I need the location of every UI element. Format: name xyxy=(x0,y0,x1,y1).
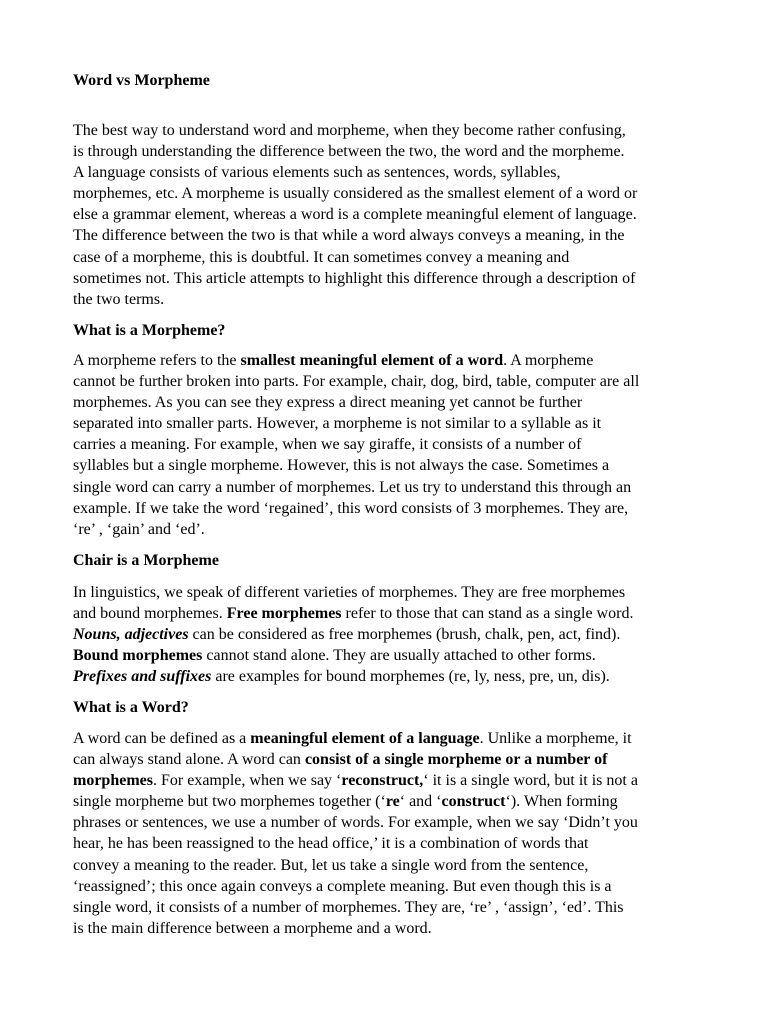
text-line: A language consists of various elements such as sentences, words, syllables, xyxy=(73,164,561,182)
bold-italic-term: Nouns, adjectives xyxy=(73,626,189,644)
text-line xyxy=(73,728,723,749)
text-run: A morpheme refers to the xyxy=(73,352,241,369)
text-line: morphemes, etc. A morpheme is usually considered as the smallest element of a word or xyxy=(73,185,638,203)
text-run: single morpheme but two morphemes together (‘ xyxy=(73,793,386,811)
text-line: In linguistics, we speak of different varieties of morphemes. They are free morphemes xyxy=(73,584,626,601)
text-line: is through understanding the difference between the two, the word and the morpheme. xyxy=(73,143,625,161)
chair-paragraph xyxy=(73,582,723,687)
text-line: single word can carry a number of morphemes. Let us try to understand this through an xyxy=(73,478,632,496)
text-run: . For example, when we say ‘ xyxy=(152,772,342,790)
section-heading-word: What is a Word? xyxy=(73,699,189,716)
text-line: sometimes not. This article attempts to highlight this difference through a description of xyxy=(73,269,636,287)
text-run: . Unlike a morpheme, it xyxy=(479,730,632,747)
text-line xyxy=(73,624,723,645)
text-line: The best way to understand word and morpheme, when they become rather confusing, xyxy=(73,122,626,139)
text-run: are examples for bound morphemes (re, ly, ness, pre, un, dis). xyxy=(211,668,610,686)
text-line: cannot be further broken into parts. For example, chair, dog, bird, table, computer are all xyxy=(73,373,640,391)
text-line: ‘re’ , ‘gain’ and ‘ed’. xyxy=(73,520,205,538)
morpheme-paragraph xyxy=(73,350,723,540)
text-line: example. If we take the word ‘regained’, this word consists of 3 morphemes. They are, xyxy=(73,499,629,517)
text-line xyxy=(73,749,723,770)
text-line: is the main difference between a morpheme and a word. xyxy=(73,919,432,937)
text-line: case of a morpheme, this is doubtful. It can sometimes convey a meaning and xyxy=(73,248,570,266)
text-run: can always stand alone. A word can xyxy=(73,751,305,769)
bold-term: Bound morphemes xyxy=(73,647,203,665)
bold-term: re xyxy=(385,793,400,811)
bold-italic-term: Prefixes and suffixes xyxy=(73,668,212,686)
text-line xyxy=(73,350,723,371)
text-run: ‘ and ‘ xyxy=(399,793,442,811)
text-line xyxy=(73,791,723,812)
intro-paragraph xyxy=(73,120,723,310)
text-run: A word can be defined as a xyxy=(73,730,251,747)
text-line: else a grammar element, whereas a word is a complete meaningful element of language. xyxy=(73,206,637,224)
bold-term: morphemes xyxy=(73,772,153,790)
bold-term: meaningful element of a language xyxy=(250,730,480,747)
text-run: ‘ it is a single word, but it is not a xyxy=(423,772,638,790)
text-line: syllables but a single morpheme. However, this is not always the case. Sometimes a xyxy=(73,457,610,475)
text-run: . A morpheme xyxy=(503,352,594,369)
text-run: ‘). When forming xyxy=(505,793,618,811)
bold-term: construct xyxy=(441,793,506,811)
text-line: convey a meaning to the reader. But, let us take a single word from the sentence, xyxy=(73,856,589,874)
bold-term: Free morphemes xyxy=(226,605,342,623)
text-line: single word, it consists of a number of morphemes. They are, ‘re’ , ‘assign’, ‘ed’. This xyxy=(73,898,624,916)
text-run: can be considered as free morphemes (brush, chalk, pen, act, find). xyxy=(188,626,621,644)
text-line: the two terms. xyxy=(73,290,165,308)
section-heading-morpheme: What is a Morpheme? xyxy=(73,322,226,339)
text-line: phrases or sentences, we use a number of words. For example, when we say ‘Didn’t you xyxy=(73,814,638,832)
text-line: hear, he has been reassigned to the head office,’ it is a combination of words that xyxy=(73,835,589,853)
document-title: Word vs Morpheme xyxy=(73,72,210,89)
section-heading-chair: Chair is a Morpheme xyxy=(73,552,219,569)
text-line: carries a meaning. For example, when we say giraffe, it consists of a number of xyxy=(73,436,582,454)
word-paragraph xyxy=(73,728,723,939)
text-line: separated into smaller parts. However, a morpheme is not similar to a syllable as it xyxy=(73,415,602,433)
text-line xyxy=(73,645,723,666)
text-line: The difference between the two is that while a word always conveys a meaning, in the xyxy=(73,227,625,245)
text-line xyxy=(73,770,723,791)
bold-term: consist of a single morpheme or a number of xyxy=(304,751,608,769)
text-run: refer to those that can stand as a single word. xyxy=(341,605,634,623)
text-line xyxy=(73,666,723,687)
text-line: ‘reassigned’; this once again conveys a complete meaning. But even though this is a xyxy=(73,877,612,895)
text-line xyxy=(73,603,723,624)
text-run: cannot stand alone. They are usually attached to other forms. xyxy=(202,647,596,665)
bold-term: smallest meaningful element of a word xyxy=(240,352,504,369)
text-run: and bound morphemes. xyxy=(73,605,227,623)
text-line: morphemes. As you can see they express a direct meaning yet cannot be further xyxy=(73,394,583,412)
bold-term: reconstruct, xyxy=(341,772,424,790)
